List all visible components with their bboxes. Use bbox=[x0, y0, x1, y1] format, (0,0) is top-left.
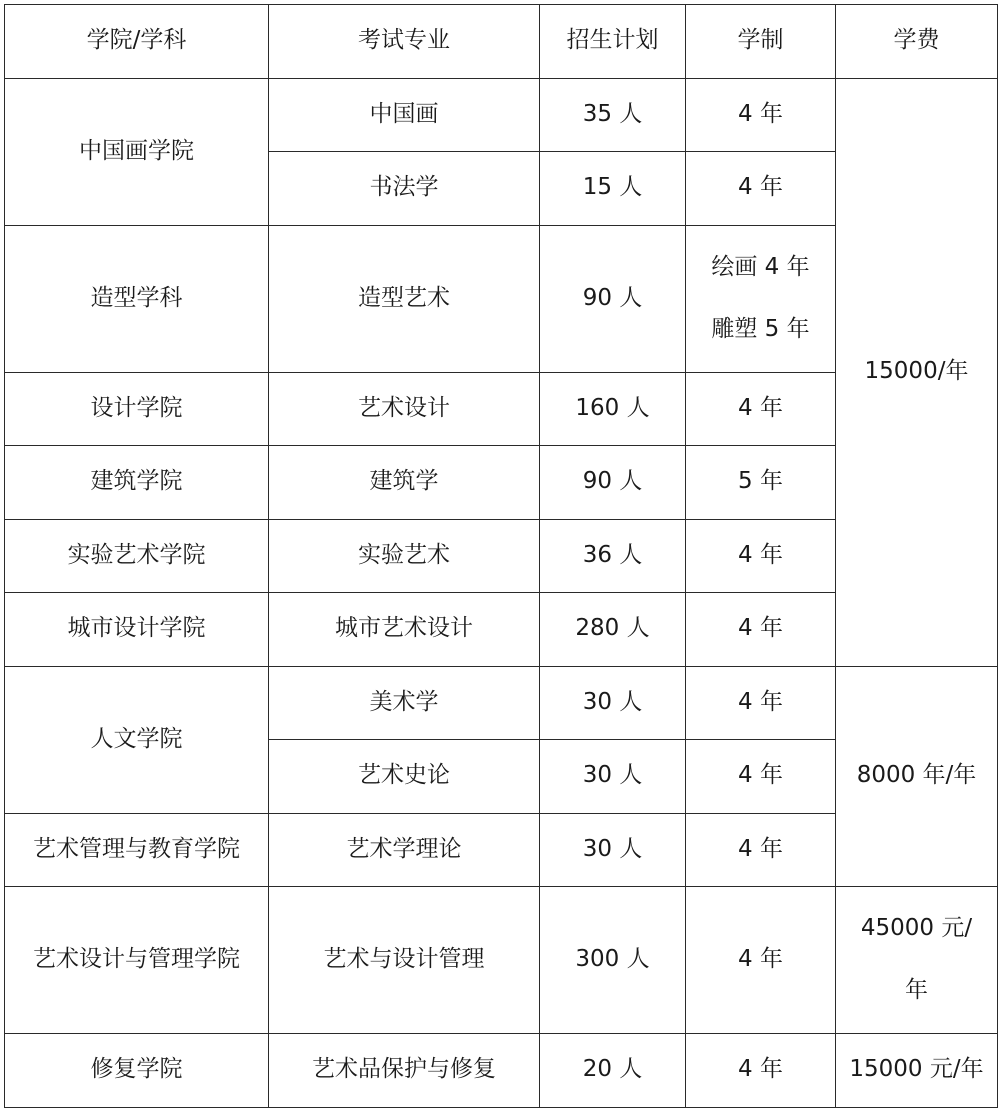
col-header-quota: 招生计划 bbox=[540, 5, 686, 79]
quota-cell: 30 人 bbox=[540, 813, 686, 887]
college-cell: 设计学院 bbox=[5, 372, 269, 446]
table-row bbox=[5, 1034, 998, 1108]
duration-line: 绘画 4 年 bbox=[711, 253, 810, 280]
duration-cell: 4 年 bbox=[686, 1034, 836, 1108]
tuition-cell: 8000 年/年 bbox=[836, 666, 998, 887]
duration-cell: 4 年 bbox=[686, 813, 836, 887]
quota-cell: 90 人 bbox=[540, 225, 686, 372]
major-cell: 造型艺术 bbox=[269, 225, 540, 372]
tuition-cell: 15000/年 bbox=[836, 78, 998, 666]
major-cell: 艺术与设计管理 bbox=[269, 887, 540, 1034]
header-row bbox=[5, 5, 998, 79]
quota-cell: 300 人 bbox=[540, 887, 686, 1034]
duration-cell: 4 年 bbox=[686, 666, 836, 740]
quota-cell: 15 人 bbox=[540, 152, 686, 226]
college-cell: 艺术管理与教育学院 bbox=[5, 813, 269, 887]
quota-cell: 160 人 bbox=[540, 372, 686, 446]
quota-cell: 30 人 bbox=[540, 740, 686, 814]
col-header-college: 学院/学科 bbox=[5, 5, 269, 79]
table-row bbox=[5, 887, 998, 1034]
college-cell: 中国画学院 bbox=[5, 78, 269, 225]
major-cell: 建筑学 bbox=[269, 446, 540, 520]
duration-cell: 4 年 bbox=[686, 152, 836, 226]
quota-cell: 20 人 bbox=[540, 1034, 686, 1108]
major-cell: 书法学 bbox=[269, 152, 540, 226]
table-row bbox=[5, 78, 998, 152]
major-cell: 实验艺术 bbox=[269, 519, 540, 593]
college-cell: 艺术设计与管理学院 bbox=[5, 887, 269, 1034]
college-cell: 建筑学院 bbox=[5, 446, 269, 520]
col-header-major: 考试专业 bbox=[269, 5, 540, 79]
major-cell: 艺术品保护与修复 bbox=[269, 1034, 540, 1108]
table-row bbox=[5, 666, 998, 740]
college-cell: 人文学院 bbox=[5, 666, 269, 813]
tuition-cell: 15000 元/年 bbox=[836, 1034, 998, 1108]
duration-cell: 4 年 bbox=[686, 593, 836, 667]
major-cell: 城市艺术设计 bbox=[269, 593, 540, 667]
college-cell: 修复学院 bbox=[5, 1034, 269, 1108]
duration-line: 雕塑 5 年 bbox=[711, 315, 810, 342]
col-header-tuition: 学费 bbox=[836, 5, 998, 79]
major-cell: 中国画 bbox=[269, 78, 540, 152]
admissions-table bbox=[4, 4, 998, 1108]
tuition-line: 年 bbox=[905, 977, 928, 1003]
quota-cell: 35 人 bbox=[540, 78, 686, 152]
major-cell: 艺术学理论 bbox=[269, 813, 540, 887]
college-cell: 造型学科 bbox=[5, 225, 269, 372]
tuition-line: 45000 元/ bbox=[860, 915, 973, 942]
duration-cell: 4 年 bbox=[686, 372, 836, 446]
tuition-cell bbox=[836, 887, 998, 1034]
major-cell: 艺术史论 bbox=[269, 740, 540, 814]
quota-cell: 30 人 bbox=[540, 666, 686, 740]
duration-cell: 4 年 bbox=[686, 740, 836, 814]
duration-cell: 4 年 bbox=[686, 519, 836, 593]
duration-cell bbox=[686, 225, 836, 372]
col-header-duration: 学制 bbox=[686, 5, 836, 79]
major-cell: 艺术设计 bbox=[269, 372, 540, 446]
quota-cell: 90 人 bbox=[540, 446, 686, 520]
major-cell: 美术学 bbox=[269, 666, 540, 740]
college-cell: 实验艺术学院 bbox=[5, 519, 269, 593]
duration-cell: 5 年 bbox=[686, 446, 836, 520]
quota-cell: 36 人 bbox=[540, 519, 686, 593]
duration-cell: 4 年 bbox=[686, 78, 836, 152]
quota-cell: 280 人 bbox=[540, 593, 686, 667]
college-cell: 城市设计学院 bbox=[5, 593, 269, 667]
duration-cell: 4 年 bbox=[686, 887, 836, 1034]
